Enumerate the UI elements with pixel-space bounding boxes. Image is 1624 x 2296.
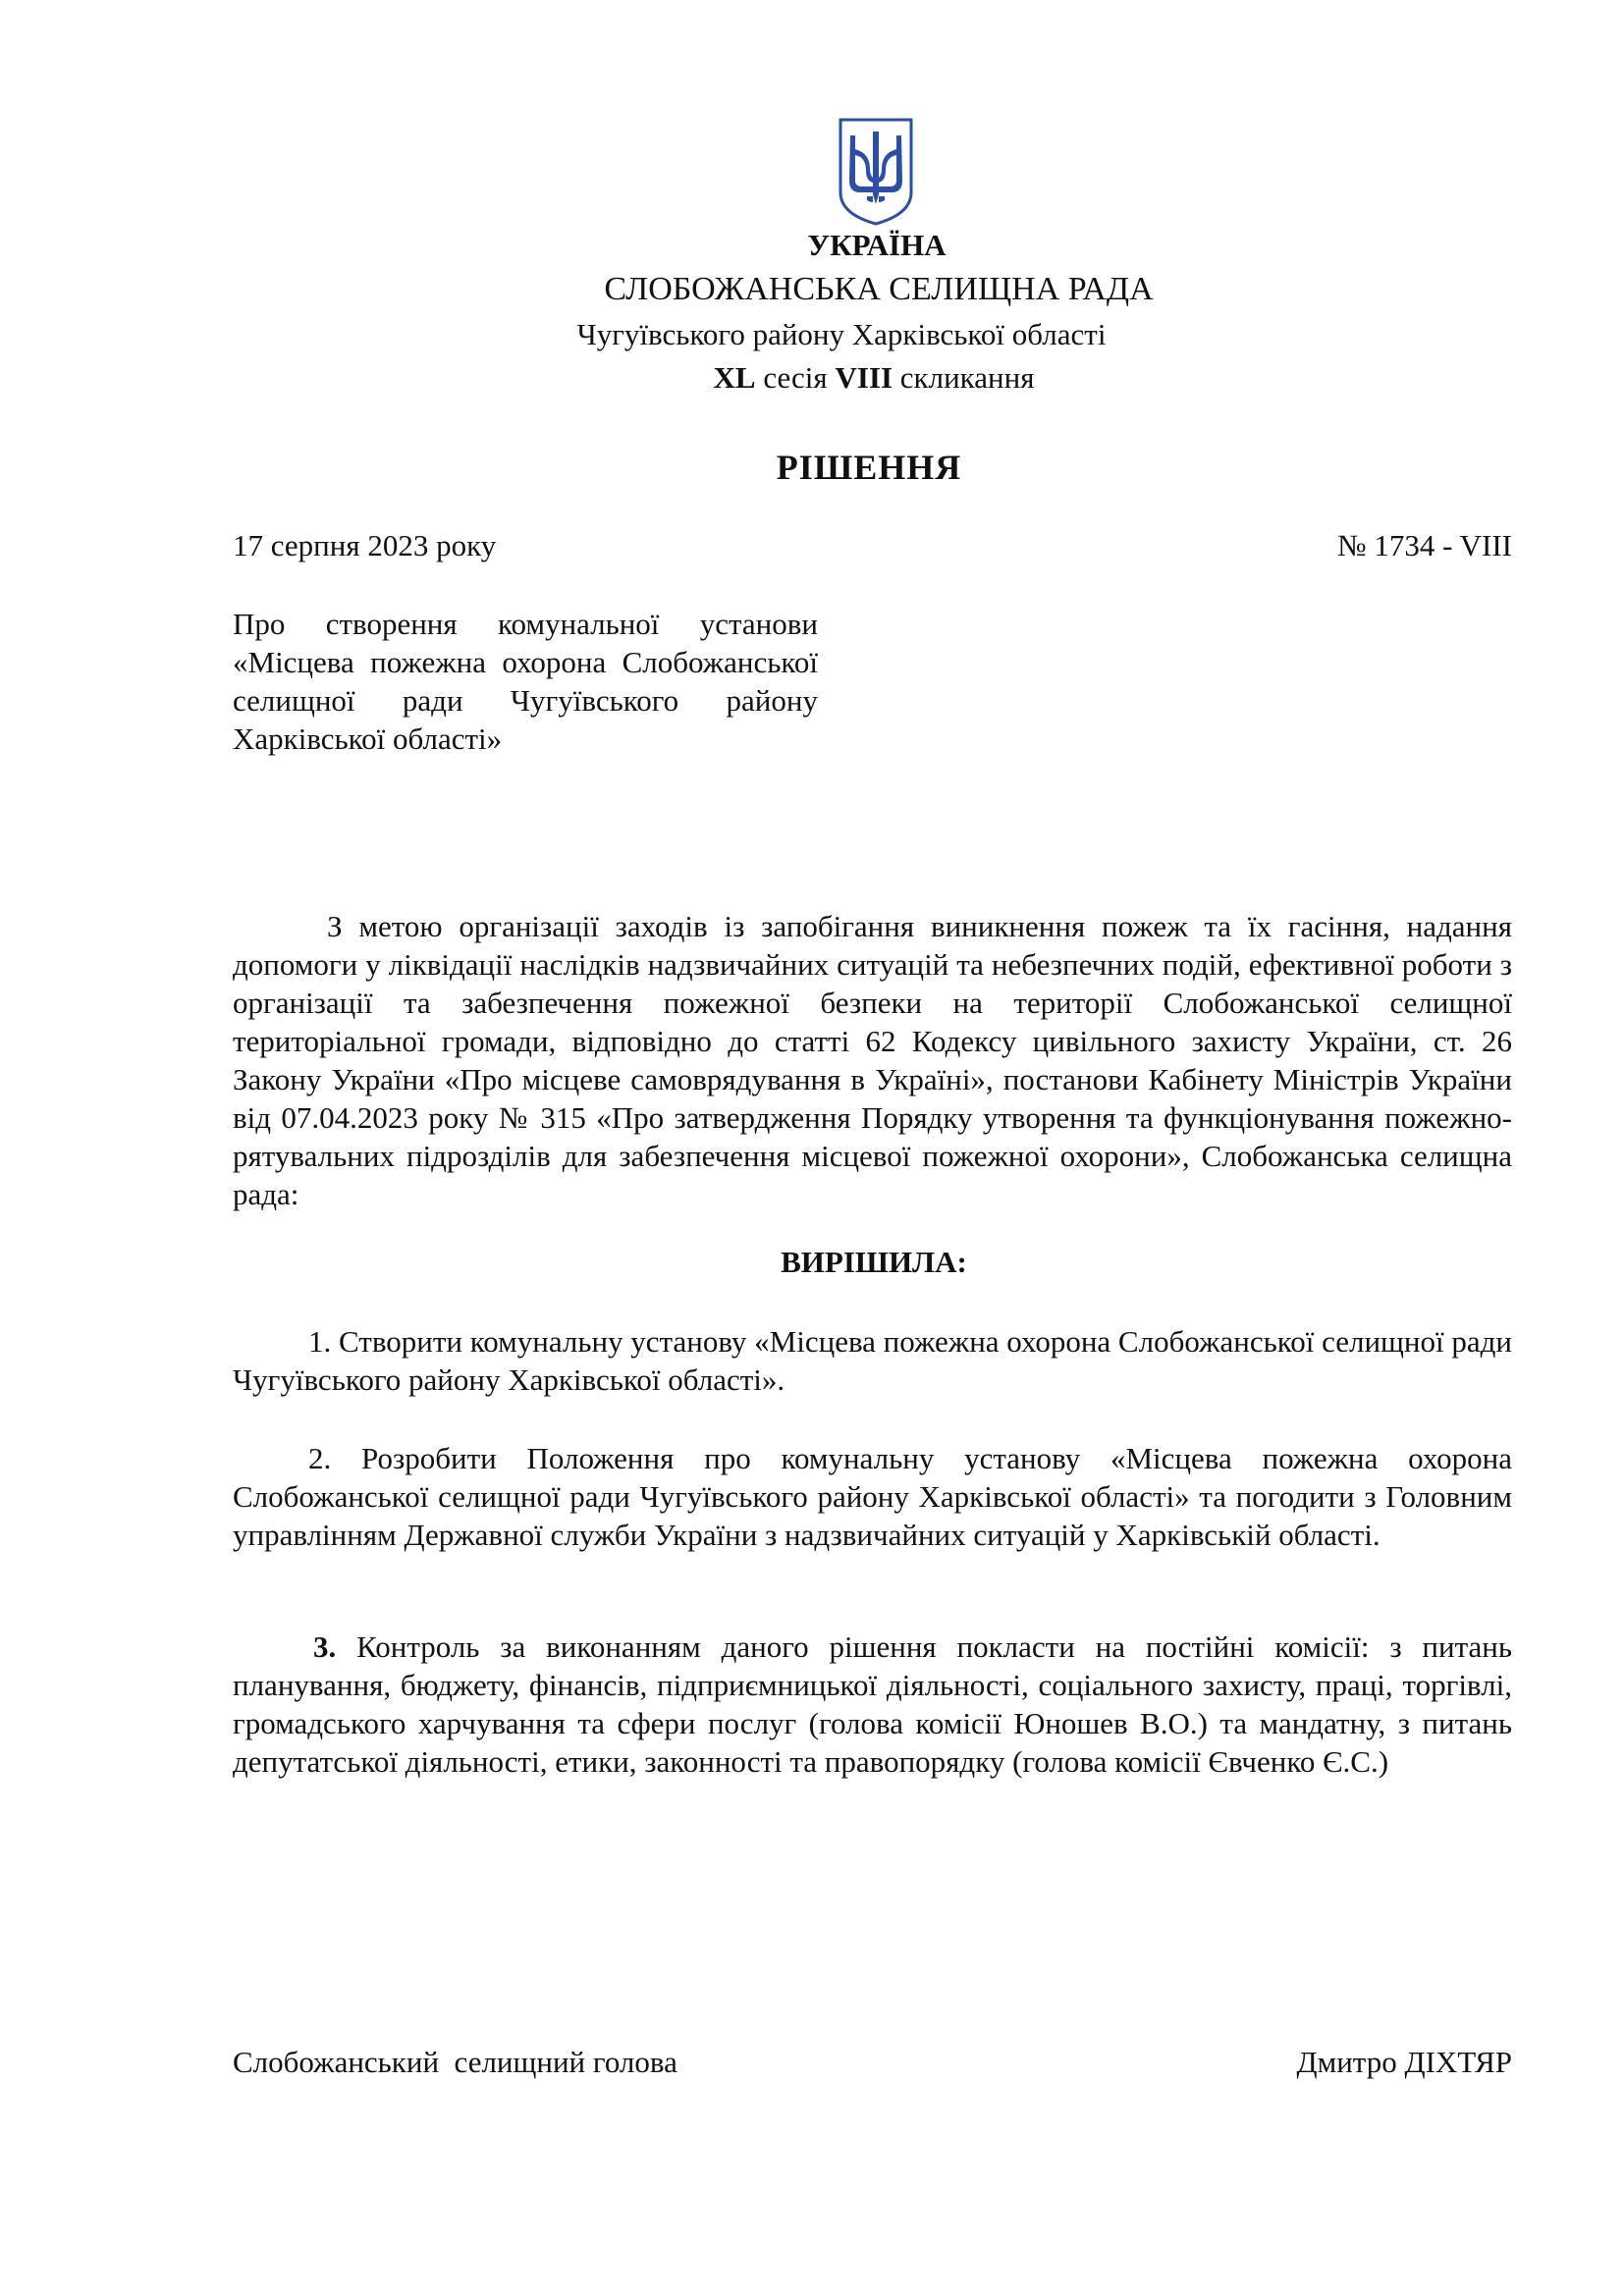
item-1-text: Створити комунальну установу «Місцева пожежна охорона Слобожанської селищної ради Чугуївського району Харківської області». <box>233 1324 1512 1397</box>
decided-heading: ВИРІШИЛА: <box>781 1245 967 1279</box>
district-line: Чугуївського району Харківської області <box>576 317 1107 351</box>
session-number: XL <box>713 360 756 395</box>
document-title: РІШЕННЯ <box>776 448 962 487</box>
coat-of-arms-icon <box>837 116 915 228</box>
item-2-number: 2. <box>308 1441 332 1475</box>
council-name: СЛОБОЖАНСЬКА СЕЛИЩНА РАДА <box>604 271 1154 307</box>
item-3-number: 3. <box>313 1629 337 1664</box>
resolution-item-2 <box>233 1439 1512 1554</box>
resolution-item-1 <box>233 1322 1512 1399</box>
country-title: УКРАЇНА <box>807 228 947 262</box>
session-word: сесія <box>763 360 828 395</box>
item-1-number: 1. <box>308 1324 332 1359</box>
decision-number: № 1734 - VIII <box>1337 528 1512 562</box>
decision-date: 17 серпня 2023 року <box>233 528 497 562</box>
item-3-text: Контроль за виконанням даного рішення покласти на постійні комісії: з питань планування, бюджету, фінансів, підприємницької діяльності, соціального захисту, праці, торгівлі, громадського харчування та сфери послуг (голова комісії Юношев В.О.) та мандатну, з питань депутатської діяльності, етики, законності та правопорядку (голова комісії Євченко Є.С.) <box>233 1629 1512 1779</box>
item-2-text: Розробити Положення про комунальну установу «Місцева пожежна охорона Слобожанської селищної ради Чугуївського району Харківської області» та погодити з Головним управлінням Державної служби України з надзвичайних ситуацій у Харківській області. <box>233 1441 1513 1552</box>
convocation-word: скликання <box>899 360 1035 395</box>
decision-subject: Про створення комунальної установи «Місцева пожежна охорона Слобожанської селищної ради Чугуївського району Харківської області» <box>233 607 818 756</box>
resolution-item-3 <box>233 1628 1512 1781</box>
signatory-name: Дмитро ДІХТЯР <box>1296 2045 1512 2079</box>
preamble-text: З метою організації заходів із запобігання виникнення пожеж та їх гасіння, надання допомоги у ліквідації наслідків надзвичайних ситуацій та небезпечних подій, ефективної роботи з організації та забезпечення пожежної безпеки на території Слобожанської селищної територіальної громади, відповідно до статті 62 Кодексу цивільного захисту України, ст. 26 Закону України «Про місцеве самоврядування в Україні», постанови Кабінету Міністрів України від 07.04.2023 року № 315 «Про затвердження Порядку утворення та функціонування пожежно-рятувальних підрозділів для забезпечення місцевої пожежної охорони», Слобожанська селищна рада: <box>233 909 1512 1211</box>
signatory-role: Слобожанський селищний голова <box>233 2045 677 2079</box>
session-line <box>687 360 1060 396</box>
convocation-number: VIII <box>835 360 893 395</box>
preamble-paragraph <box>233 907 1512 1213</box>
